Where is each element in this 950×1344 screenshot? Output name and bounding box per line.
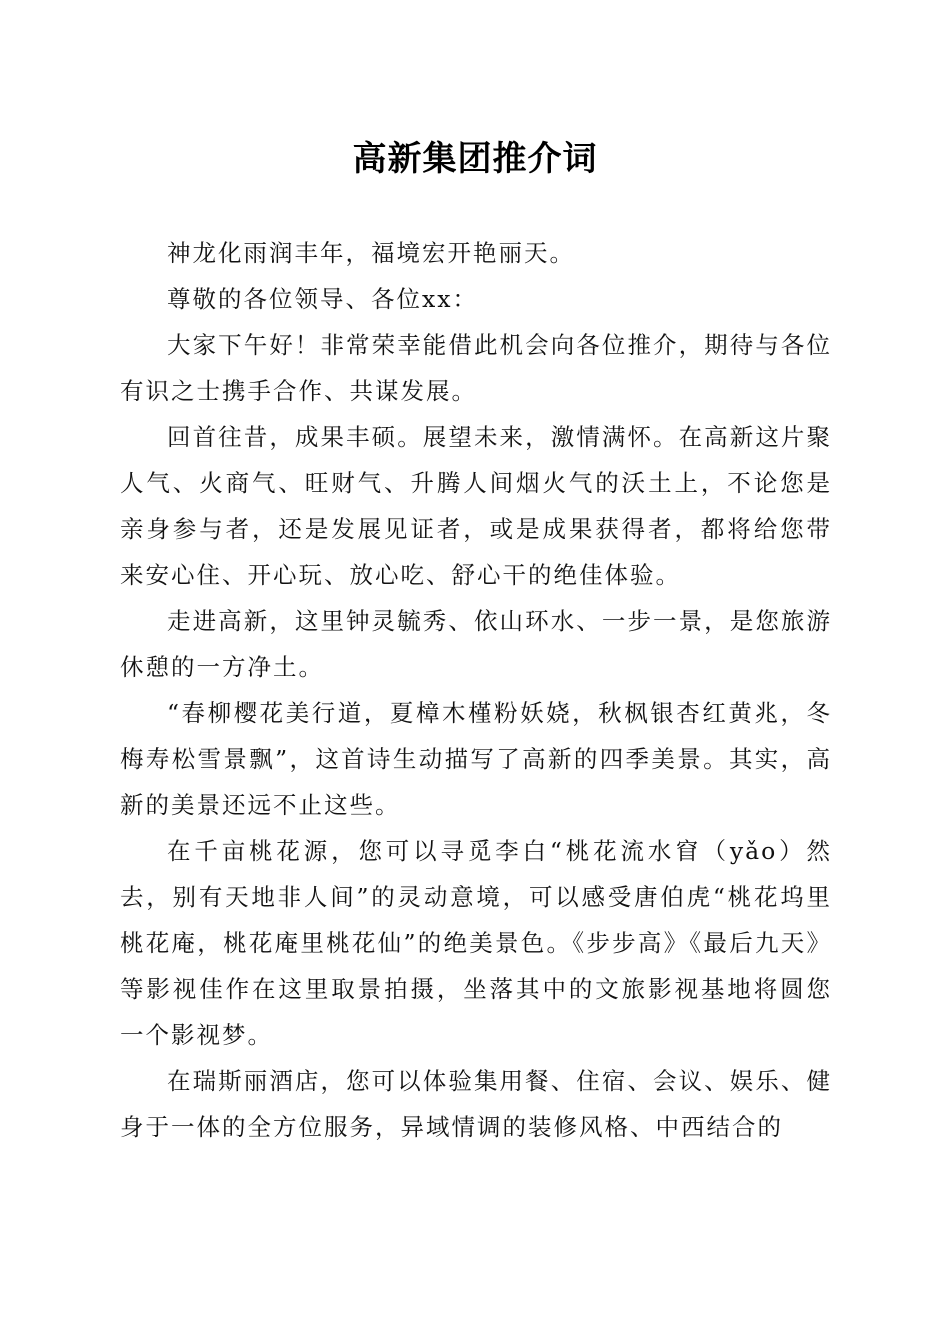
paragraph-hotel: 在瑞斯丽酒店，您可以体验集用餐、住宿、会议、娱乐、健身于一体的全方位服务，异域情调的装修风格、中西结合的 (120, 1067, 832, 1141)
paragraph-greeting: 大家下午好！非常荣幸能借此机会向各位推介，期待与各位有识之士携手合作、共谋发展。 (120, 331, 832, 405)
document-body (120, 230, 832, 1150)
document-title: 高新集团推介词 (352, 139, 598, 179)
paragraph-scenery-intro: 走进高新，这里钟灵毓秀、依山环水、一步一景，是您旅游休憩的一方净土。 (120, 607, 832, 681)
paragraph-peach-garden: 在千亩桃花源，您可以寻觅李白“桃花流水窅（yǎo）然去，别有天地非人间”的灵动意境，可以感受唐伯虎“桃花坞里桃花庵，桃花庵里桃花仙”的绝美景色。《步步高》《最后九天》等影视佳作在这里取景拍摄，坐落其中的文旅影视基地将圆您一个影视梦。 (120, 837, 832, 1049)
paragraph-poem: “春柳樱花美行道，夏樟木槿粉妖娆，秋枫银杏红黄兆，冬梅寿松雪景飘”，这首诗生动描写了高新的四季美景。其实，高新的美景还远不止这些。 (120, 699, 832, 819)
paragraph-overview: 回首往昔，成果丰硕。展望未来，激情满怀。在高新这片聚人气、火商气、旺财气、升腾人间烟火气的沃土上，不论您是亲身参与者，还是发展见证者，或是成果获得者，都将给您带来安心住、开心玩、放心吃、舒心干的绝佳体验。 (120, 423, 832, 589)
paragraph-salutation: 尊敬的各位领导、各位xx： (167, 285, 479, 313)
paragraph-couplet: 神龙化雨润丰年，福境宏开艳丽天。 (167, 239, 575, 267)
